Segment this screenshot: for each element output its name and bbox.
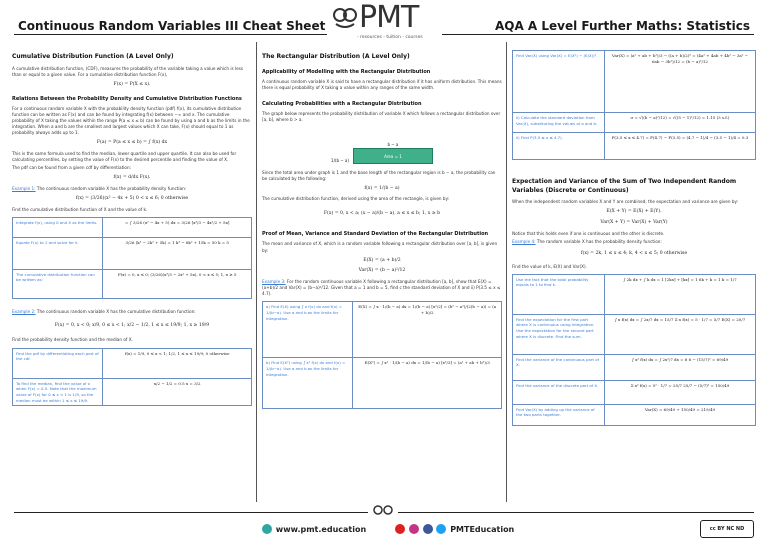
example-question: Find the probability density function and the median of X.	[12, 337, 133, 343]
example-text: For the random continuous variable X following a rectangular distribution [a, b], show that E(X) = (a+b)/2 and Var(X) = (b−a)²/12. Given that a = 1 and b = 5, find c the standard deviation of X and ii) P(3.5 ≤ x ≤ 4.7).	[262, 278, 501, 297]
logo-wordmark: PMT	[359, 0, 419, 35]
worked-solution-table	[512, 274, 756, 426]
paragraph: Notice that this holds even if one is continuous and the other is discrete.	[512, 230, 665, 236]
social-handle[interactable]: PMTEducation	[450, 525, 515, 534]
subsection-heading: Calculating Probabilities with a Rectangular Distribution	[262, 101, 422, 108]
table-row	[513, 113, 755, 133]
facebook-icon[interactable]	[423, 524, 433, 534]
example-question: Find the cumulative distribution function of X and the value of k.	[12, 206, 148, 212]
table-row	[513, 51, 755, 113]
step-working: F(x) = 0, x ≤ 0; (3/26)(x³/3 − 2x² + 5x), 0 < x ≤ 5; 1, x ≥ 5	[117, 271, 237, 277]
table-row	[513, 355, 755, 381]
example-intro	[512, 239, 756, 245]
step-working: ∫ x² f(x) dx = ∫ 2x²/7 dx = 6 6 − (15/7)² = 69/49	[631, 356, 729, 362]
step-working: ∫ x f(x) dx = ∫ 2x/7 dx = 15/7 Σ x f(x) = 5 · 1/7 = 5/7 E(X) = 20/7	[614, 316, 746, 322]
section-heading: Expectation and Variance of the Sum of Two Independent Random Variables (Discrete or Continuous)	[512, 178, 737, 194]
step-note: a) Find E(X) using ∫ x f(x) dx and f(x) = 1/(b−a). Use a and b as the limits for integration.	[263, 302, 353, 357]
column-3	[512, 44, 756, 501]
section-heading: The Rectangular Distribution (A Level Only)	[262, 53, 410, 60]
worked-solution-table	[12, 217, 252, 299]
example-label[interactable]: Example 1:	[12, 185, 36, 191]
step-note: The cumulative distribution function can be written as:	[13, 270, 103, 298]
equation: F(a) = P(a ≤ x ≤ b) = ∫ f(x) dx	[96, 140, 168, 146]
section-heading: Cumulative Distribution Function (A Level Only)	[12, 53, 174, 60]
table-row	[13, 349, 251, 379]
paragraph: A cumulative distribution function, (CDF), measures the probability of the variable taking a value which is less than or equal to a given value. For a cumulative distribution function F(x),	[12, 65, 244, 77]
table-row	[513, 315, 755, 355]
table-row	[263, 358, 501, 408]
worked-solution-table	[12, 348, 252, 407]
example-text: The continuous random variable X has the probability density function:	[36, 185, 187, 191]
column-divider	[256, 42, 257, 502]
paragraph: The cumulative distribution function, derived using the area of the rectangle, is given by:	[262, 196, 450, 202]
website-url[interactable]: www.pmt.education	[275, 525, 367, 534]
column-2	[262, 44, 502, 501]
worked-solution-table	[512, 50, 756, 160]
subsection-heading: Relations Between the Probability Density and Cumulative Distribution Functions	[12, 95, 242, 102]
equation: f(x) = 2k, 1 ≤ x ≤ 4; k, 4 < x ≤ 5; 0 otherwise	[580, 250, 688, 256]
paragraph: When the independent random variables X and Y are combined, the expectation and variance are given by:	[512, 199, 739, 205]
graph-width-label: b − a	[387, 141, 399, 147]
equation: f(x) = 1/(b − a)	[364, 185, 400, 191]
example-intro	[12, 186, 252, 192]
step-note: Equate F(x) to 1 and solve for k.	[13, 238, 103, 269]
step-note: Find the pdf by differentiating each part of the cdf.	[13, 349, 103, 378]
step-note: ii) Find P(3.5 ≤ x ≤ 4.7).	[513, 133, 605, 159]
example-text: The continuous random variable X has the cumulative distribution function:	[36, 308, 196, 314]
page-header	[0, 0, 768, 42]
column-1	[12, 44, 252, 501]
equation: Var(X) = (b − a)²/12	[358, 268, 406, 274]
pmt-logo	[327, 0, 442, 42]
globe-icon	[262, 524, 272, 534]
step-note: Find Var(X) using Var(X) = E(X²) − (E(X))².	[513, 51, 605, 112]
creative-commons-badge: cc BY NC ND	[700, 520, 754, 538]
table-row	[513, 381, 755, 405]
step-working: E(X²) = ∫ x² · 1/(b − a) dx = 1/(b − a) [x³/3] = (a² + ab + b²)/3	[364, 360, 490, 366]
equation: F(x) = 0, x < a; (x − a)/(b − a), a ≤ x ≤ b; 1, x ≥ b	[323, 210, 441, 216]
instagram-icon[interactable]	[409, 524, 419, 534]
youtube-icon[interactable]	[395, 524, 405, 534]
step-working: P(3.5 ≤ x ≤ 4.7) = F(4.7) − F(3.5) = (4.7 − 1)/4 − (3.5 − 1)/4 = 0.3	[611, 135, 749, 140]
step-note: Find Var(X) by adding up the variance of the two parts together.	[513, 405, 605, 425]
step-working: 3/26 (k³ − 2k² + 5k) = 1 k³ − 6k² + 15k = 50 k = 5	[125, 239, 229, 245]
step-note: b) Find E(X²) using ∫ x² f(x) dx and f(x) = 1/(b−a). Use a and b as the limits for integration.	[263, 358, 353, 408]
equation: E(X) = (a + b)/2	[363, 257, 401, 263]
paragraph: A continuous random variable X is said to have a rectangular distribution if it has uniform distribution. This means there is equal probability of X taking a value within any ranges of the same width.	[262, 78, 502, 91]
paragraph: The mean and variance of X, which is a random variable following a rectangular distribution over [a, b], is given by:	[262, 241, 498, 253]
table-row	[263, 302, 501, 358]
graph-area	[353, 142, 433, 164]
course-title: AQA A Level Further Maths: Statistics	[494, 19, 750, 33]
example-label[interactable]: Example 2:	[12, 308, 36, 314]
table-row	[13, 379, 251, 406]
table-row	[513, 275, 755, 315]
equation: f(x) = d/dx F(x).	[113, 175, 151, 181]
step-working: f(x) = 1/9, 0 ≤ x < 1; 1/2, 1 ≤ x ≤ 19/9; 0 otherwise	[124, 350, 230, 356]
table-row	[13, 270, 251, 298]
step-working: = ∫ 3/26 (x² − 4x + 5) dx = 3/26 [x³/3 − 4x²/2 + 5x]	[125, 219, 230, 225]
example-intro	[12, 309, 252, 315]
subsection-heading: Applicability of Modelling with the Rectangular Distribution	[262, 68, 431, 75]
step-note: Find the expectation for the first part where X is continuous using integration. Use the expectation for the second part where X is discrete. Find the sum.	[513, 315, 605, 354]
step-working: Var(X) = (a² + ab + b²)/3 − ((a + b)/2)² = (4a² + 4ab + 4b² − 3a² − 6ab − 3b²)/12 = (b − a)²/12	[611, 53, 749, 64]
pmt-logo-icon	[331, 4, 359, 32]
social-links	[395, 524, 514, 534]
sheet-title: Continuous Random Variables III Cheat Sheet	[18, 19, 326, 33]
step-note: ii) Calculate the standard deviation from Var(X), substituting the values of a and b.	[513, 113, 605, 132]
table-row	[13, 218, 251, 238]
rectangular-distribution-graph	[262, 130, 502, 164]
equation: F(x) = P(X ≤ x).	[113, 81, 151, 87]
example-label[interactable]: Example 4:	[512, 238, 536, 244]
step-note: Integrate f(x), using 0 and X as the limits.	[13, 218, 103, 237]
example-text: The random variable X has the probability density function:	[536, 238, 662, 244]
paragraph: This is the same formula used to find the median, lower quartile and upper quartile. It can also be used for calculating percentiles, by setting the value of F(x) to the desired percentile and finding the value of X.	[12, 150, 237, 162]
graph-rectangle: Area = 1	[353, 148, 433, 164]
paragraph: For a continuous random variable X with the probability density function (pdf) f(x), its cumulative distribution function can be written as F(x) and can be found by integrating f(x) between −∞ and x. The cumulative probability of X taking the values within the range P(a ≤ x ≤ b) can be found by using a and b as the limits in the integration. When a and b are the smallest and largest values which X can take, F(x) should equal to 1 as probability always adds up to 1.	[12, 105, 250, 136]
step-working: E(X) = ∫ x · 1/(b − a) dx = 1/(b − a) [x²/2] = (b² − a²)/(2(b − a)) = (a + b)/2	[358, 304, 497, 315]
step-note: Use the fact that the total probability equals to 1 to find k.	[513, 275, 605, 314]
column-divider	[506, 42, 507, 502]
subsection-heading: Proof of Mean, Variance and Standard Deviation of the Rectangular Distribution	[262, 231, 489, 238]
example-question: Find the value of k, E(X) and Var(X).	[512, 263, 587, 269]
example-intro	[262, 279, 502, 297]
equation: E(X + Y) = E(X) + E(Y).	[606, 209, 662, 215]
worked-solution-table	[262, 301, 502, 409]
step-note: Find the variance of the continuous part of X.	[513, 355, 605, 380]
example-label[interactable]: Example 3:	[262, 278, 286, 284]
equation: Var(X + Y) = Var(X) + Var(Y)	[600, 220, 668, 226]
page-footer	[0, 500, 768, 543]
step-working: Var(X) = 69/49 + 150/49 = 219/49	[644, 406, 716, 412]
step-working: x/2 − 1/2 = 0.5 x = 3/2	[153, 380, 201, 386]
website-link[interactable]	[262, 524, 366, 534]
table-row	[513, 405, 755, 425]
step-working: Σ x² f(x) = 5² · 1/7 = 25/7 25/7 − (5/7)² = 150/49	[630, 382, 730, 388]
equation: F(x) = 0, x < 0; x/9, 0 ≤ x < 1; x/2 − 1/2, 1 ≤ x ≤ 19/9; 1, x ≥ 19/9	[54, 322, 210, 328]
step-note: To find the median, find the value of x when F(x) = 0.5. Note that the maximum value of F(x) for 0 ≤ x < 1 is 1/9, so the median must be within 1 ≤ x ≤ 19/9.	[13, 379, 103, 406]
step-working: σ = √((b − a)²/12) = √((5 − 1)²/12) = 1.15 (3 s.f.)	[630, 115, 730, 120]
paragraph: The graph below represents the probability distribution of variable X which follows a rectangular distribution over [a, b], where b > a.	[262, 111, 501, 123]
twitter-icon[interactable]	[436, 524, 446, 534]
step-working: ∫ 2k dx + ∫ k dx = 1 [2kx] + [kx] = 1 6k + k = 1 k = 1/7	[623, 276, 737, 282]
graph-height-label: 1/(b − a)	[331, 157, 349, 163]
paragraph: The pdf can be found from a given cdf by differentiation:	[12, 165, 132, 171]
step-note: Find the variance of the discrete part of X.	[513, 381, 605, 404]
logo-tagline: - resources - tuition - courses	[357, 35, 423, 40]
table-row	[13, 238, 251, 270]
equation: f(x) = (3/26)(x² − 4x + 5) 0 < x ≤ 6; 0 otherwise	[75, 195, 189, 201]
paragraph: Since the total area under graph is 1 and the base length of the rectangular region is b − a, the probability can be calculated by the following:	[262, 169, 496, 181]
table-row	[513, 133, 755, 159]
pmt-footer-logo-icon	[368, 504, 398, 518]
